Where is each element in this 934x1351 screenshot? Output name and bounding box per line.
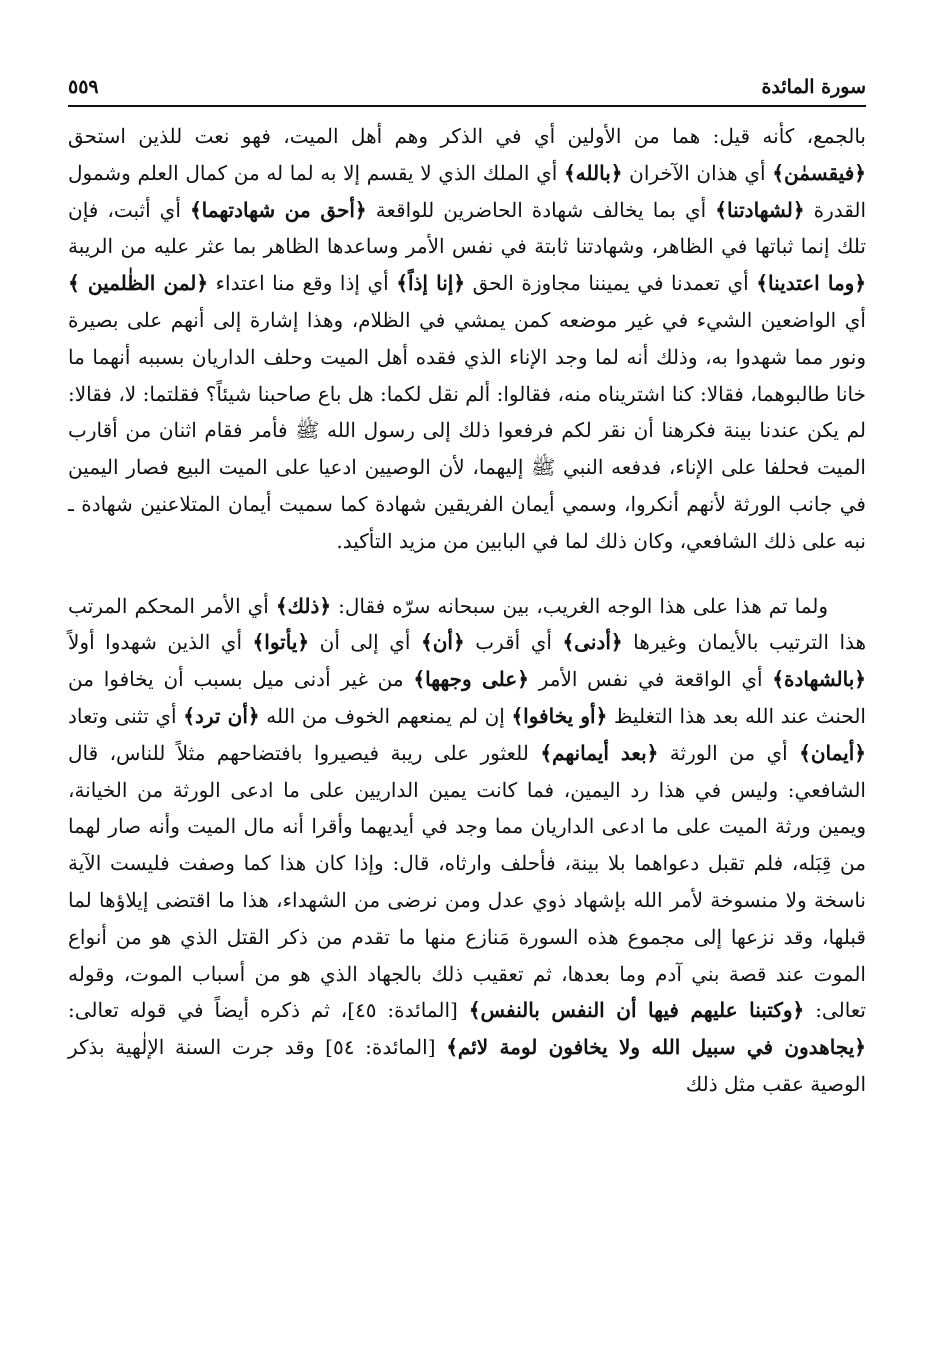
quran-quote: ﴿بعد أيمانهم﴾ [540, 740, 659, 765]
quran-quote: ﴿أن﴾ [420, 630, 465, 655]
quran-quote: ﴿أن ترد﴾ [183, 703, 260, 728]
text-segment: للعثور على ريبة فيصيروا بافتضاحهم مثلاً للناس، قال الشافعي: وليس في هذا رد اليمين، فما كانت يمين الداريين على ما ادعى الورثة من الخيانة، ويمين ورثة الميت على ما ادعى الداريان مما وجد في أيديهما وأقرا أنه مال الميت وأنه صار لهما من قِبَله، فلم تقبل دعواهما بلا بينة، فأحلف وارثاه، قال: وإذا كان هذا كما وصفت فليست الآية ناسخة ولا منسوخة لأمر الله بإشهاد ذوي عدل ومن نرضى من الشهداء، هذا ما اقتضى إيلاؤها لما قبلها، وقد نزعها إلى مجموع هذه السورة مَنازع منها ما تقدم من ذكر القتل الذي هو من أنواع الموت عند قصة بني آدم وما بعدها، ثم تعقيب ذلك بالجهاد الذي هو من أسباب الموت، وقوله تعالى: [68, 740, 866, 1023]
paragraph-1 [68, 118, 866, 560]
page-body [68, 118, 866, 1103]
quran-quote: ﴿بالشهادة﴾ [772, 667, 867, 692]
quran-quote: ﴿وكتبنا عليهم فيها أن النفس بالنفس﴾ [468, 998, 805, 1023]
text-segment: أي بما يخالف شهادة الحاضرين للواقعة [375, 197, 707, 222]
text-segment: إن لم يمنعهم الخوف من الله [266, 703, 505, 728]
quran-quote: ﴿ذلك﴾ [275, 593, 332, 618]
page-number: ٥٥٩ [68, 76, 99, 98]
text-segment: ولما تم هذا على هذا الوجه الغريب، بين سبحانه سرّه فقال: [338, 593, 829, 618]
quran-quote: ﴿إنا إذاً﴾ [396, 271, 466, 296]
text-segment: أي الواقعة في نفس الأمر [538, 667, 763, 692]
text-segment: أي هذان الآخران [629, 160, 766, 185]
surah-title: سورة المائدة [761, 76, 866, 98]
text-segment: من غير أدنى ميل بسبب أن يخافوا من الحنث عند الله بعد هذا التغليظ [68, 667, 866, 728]
text-segment: [المائدة: ٤٥]، ثم ذكره أيضاً في قوله تعالى: [68, 998, 458, 1023]
text-segment: أي تثنى وتعاد [68, 703, 177, 728]
page-header [68, 72, 866, 102]
quran-quote: ﴿أو يخافوا﴾ [511, 703, 608, 728]
quran-quote: ﴿فيقسمٰن﴾ [772, 160, 867, 185]
text-segment: أي الأمر المحكم المرتب هذا الترتيب بالأيمان وغيرها [68, 593, 867, 655]
text-segment: بالجمع، كأنه قيل: هما من الأولين أي في الذكر وهم أهل الميت، فهو نعت للذين استحق [68, 124, 866, 148]
quran-quote: ﴿بالله﴾ [563, 160, 623, 185]
paragraph-2 [68, 588, 866, 1103]
quran-quote: ﴿لشهادتنا﴾ [715, 197, 805, 222]
text-segment: أي من الورثة [669, 740, 788, 765]
text-segment: أي الملك الذي لا يقسم إلا به لما له من كمال العلم وشمول القدرة [68, 160, 866, 222]
text-segment: أي تعمدنا في يميننا مجاوزة الحق [472, 271, 749, 296]
text-segment: أي إلى أن [319, 630, 411, 655]
text-segment: أي أثبت، فإن تلك إنما ثباتها في الظاهر، وشهادتنا ثابتة في نفس الأمر وساعدها الظاهر بما عثر عليه من الريبة [68, 197, 866, 259]
quran-quote: ﴿يأتوا﴾ [252, 630, 310, 655]
quran-quote: ﴿يجاهدون في سبيل الله ولا يخافون لومة لائم﴾ [446, 1035, 867, 1060]
text-segment: [المائدة: ٥٤] وقد جرت السنة الإلٰهية بذكر الوصية عقب مثل ذلك [68, 1035, 866, 1096]
header-divider [68, 105, 866, 107]
text-segment: أي أقرب [475, 630, 552, 655]
text-segment: أي الذين شهدوا أولاً [68, 630, 243, 655]
quran-quote: ﴿لمن الظٰلمين ﴾ [68, 271, 209, 296]
text-segment: أي الواضعين الشيء في غير موضعه كمن يمشي في الظلام، وهذا إشارة إلى أنهم على بصيرة ونور مما شهدوا به، وذلك أنه لما وجد الإناء الذي فقده أهل الميت وحلف الداريان بسببه أنهما ما خانا طالبوهما، فقالا: كنا اشتريناه منه، فقالوا: ألم نقل لكما: هل باع صاحبنا شيئاً؟ فقلتما: لا، فقالا: لم يكن عندنا بينة فكرهنا أن نقر لكم فرفعوا ذلك إلى رسول الله ﷺ فأمر فقام اثنان من أقارب الميت فحلفا على الإناء، فدفعه النبي ﷺ إليهما، لأن الوصيين ادعيا على الميت البيع فصار اليمين في جانب الورثة لأنهم أنكروا، وسمي أيمان الفريقين شهادة كما سميت أيمان المتلاعنين شهادة ـ نبه على ذلك الشافعي، وكان ذلك لما في البابين من مزيد التأكيد. [68, 307, 866, 553]
quran-quote: ﴿وما اعتدينا﴾ [756, 271, 867, 296]
quran-quote: ﴿أيمان﴾ [799, 740, 867, 765]
quran-quote: ﴿على وجهها﴾ [413, 667, 529, 692]
quran-quote: ﴿أحق من شهادتهما﴾ [189, 197, 367, 222]
text-segment: أي إذا وقع منا اعتداء [215, 271, 389, 296]
quran-quote: ﴿أدنى﴾ [562, 630, 623, 655]
